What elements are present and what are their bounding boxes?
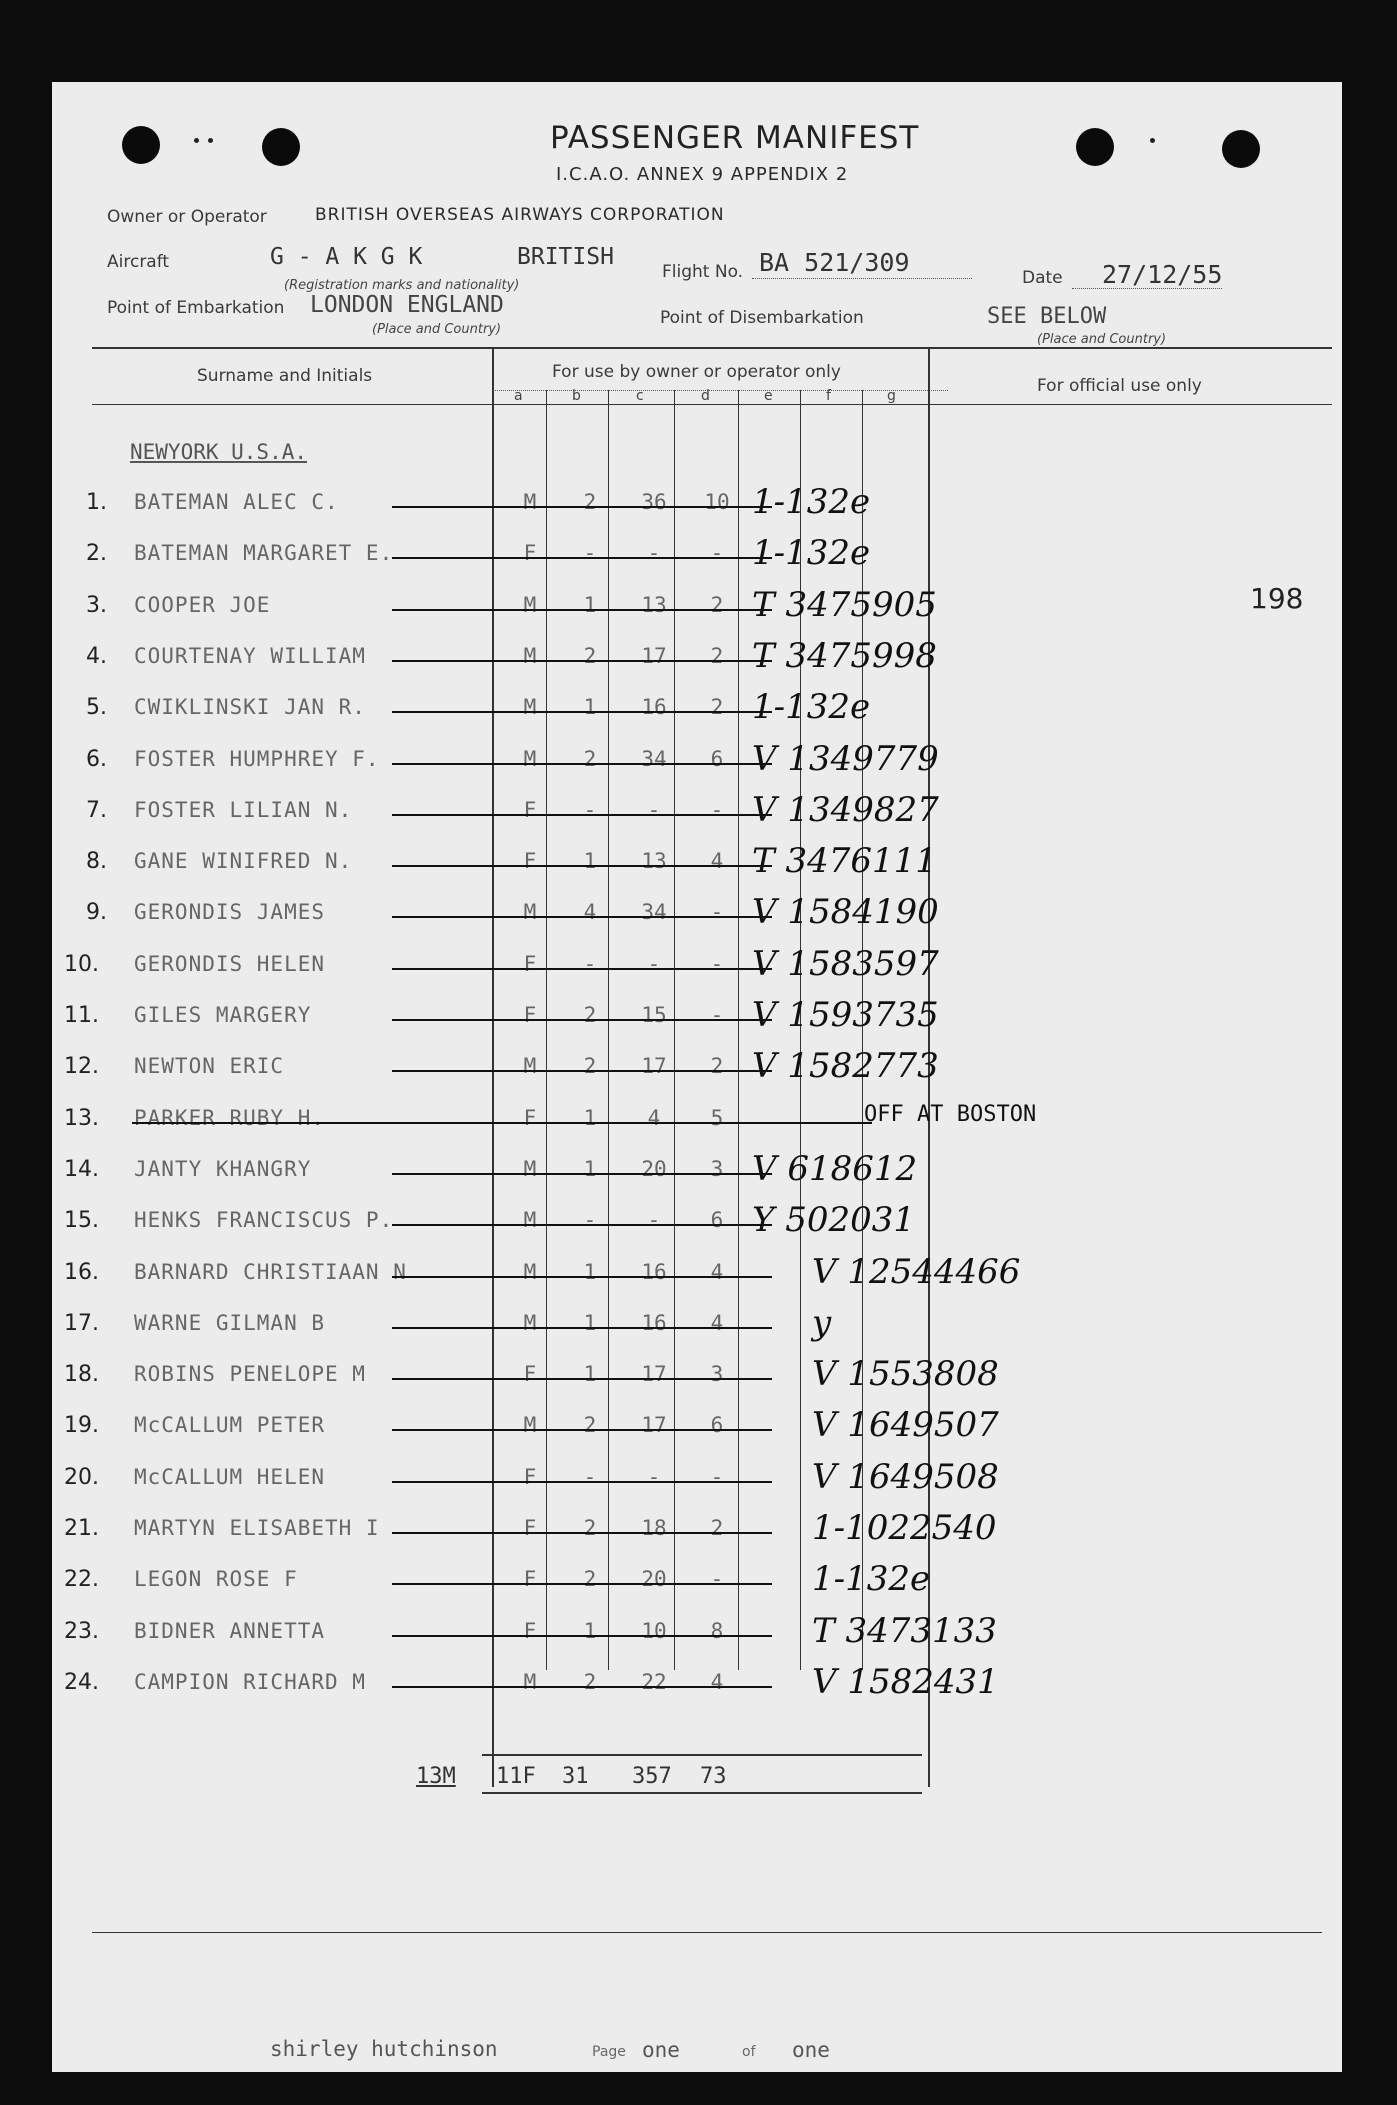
typist-name: shirley hutchinson [270, 2037, 498, 2061]
row-number: 22. [64, 1567, 99, 1592]
col-d-value: 6 [710, 1413, 724, 1437]
row-number: 9. [86, 900, 107, 925]
owner-label: Owner or Operator [107, 207, 267, 227]
totals-top-rule [482, 1754, 922, 1756]
row-number: 18. [64, 1362, 99, 1387]
col-c-value: 10 [641, 1619, 667, 1643]
embark-label: Point of Embarkation [107, 298, 285, 318]
aircraft-label: Aircraft [107, 252, 170, 272]
col-d-value: 2 [710, 1516, 724, 1540]
col-d-value: 3 [710, 1362, 724, 1386]
passenger-name: NEWTON ERIC [134, 1054, 285, 1078]
document-number: V 1349827 [752, 790, 939, 830]
disembark-value: SEE BELOW [987, 304, 1107, 329]
strike-through [392, 1019, 772, 1021]
table-row [52, 1200, 1342, 1248]
col-a-value: M [523, 490, 537, 514]
col-d-value: 2 [710, 695, 724, 719]
col-d-value: 4 [710, 1260, 724, 1284]
passenger-name: PARKER RUBY H. [134, 1106, 326, 1130]
date-value: 27/12/55 [1102, 260, 1223, 289]
document-number: 1-132e [752, 533, 871, 573]
col-d-value: 6 [710, 747, 724, 771]
col-b-value: 2 [583, 1413, 597, 1437]
sub-column-header: c [636, 388, 644, 404]
passenger-name: GERONDIS JAMES [134, 900, 326, 924]
passenger-name: GANE WINIFRED N. [134, 849, 353, 873]
col-a-value: F [523, 1465, 537, 1489]
owner-value: BRITISH OVERSEAS AIRWAYS CORPORATION [315, 205, 725, 225]
col-c-value: 16 [641, 1260, 667, 1284]
strike-through [392, 1429, 772, 1431]
registration-note: (Registration marks and nationality) [284, 278, 520, 293]
strike-through [392, 660, 772, 662]
col-header-surname: Surname and Initials [197, 366, 373, 386]
passenger-name: COURTENAY WILLIAM [134, 644, 366, 668]
col-a-value: M [523, 695, 537, 719]
col-a-value: M [523, 1311, 537, 1335]
col-d-value: - [710, 900, 724, 924]
table-row [52, 585, 1342, 633]
col-b-value: 1 [583, 1619, 597, 1643]
col-c-value: 13 [641, 593, 667, 617]
table-row [52, 944, 1342, 992]
passenger-name: McCALLUM HELEN [134, 1465, 326, 1489]
document-number: y [812, 1303, 832, 1343]
row-number: 13. [64, 1106, 99, 1131]
bottom-rule [92, 1932, 1322, 1933]
col-c-value: 20 [641, 1567, 667, 1591]
col-b-value: 1 [583, 1311, 597, 1335]
col-c-value: 13 [641, 849, 667, 873]
row-number: 2. [86, 541, 107, 566]
col-c-value: - [647, 541, 661, 565]
col-c-value: - [647, 798, 661, 822]
strike-through [392, 557, 772, 559]
strike-through [132, 1122, 872, 1124]
document-number: V 1349779 [752, 739, 939, 779]
passenger-name: FOSTER HUMPHREY F. [134, 747, 380, 771]
table-row [52, 1611, 1342, 1659]
document-number: 1-132e [812, 1559, 931, 1599]
col-b-value: - [583, 1208, 597, 1232]
strike-through [392, 916, 772, 918]
col-d-value: 10 [704, 490, 730, 514]
table-top-rule [92, 347, 1332, 349]
strike-through [392, 763, 772, 765]
document-number: V 1649507 [812, 1405, 999, 1445]
sub-column-header: a [514, 388, 523, 404]
table-row [52, 995, 1342, 1043]
col-c-value: 18 [641, 1516, 667, 1540]
col-a-value: F [523, 541, 537, 565]
passenger-name: GERONDIS HELEN [134, 952, 326, 976]
passenger-name: BATEMAN MARGARET E. [134, 541, 394, 565]
col-c-value: - [647, 1465, 661, 1489]
nationality-value: BRITISH [517, 244, 614, 270]
col-c-value: 17 [641, 1362, 667, 1386]
flight-label: Flight No. [662, 262, 744, 282]
table-row [52, 1457, 1342, 1505]
document-number: T 3473133 [812, 1611, 997, 1651]
sub-column-header: b [572, 388, 581, 404]
col-a-value: F [523, 798, 537, 822]
col-b-value: 2 [583, 1670, 597, 1694]
strike-through [392, 609, 772, 611]
table-row [52, 636, 1342, 684]
page-value: one [642, 2038, 680, 2062]
col-d-value: 2 [710, 1054, 724, 1078]
sub-column-header: g [887, 388, 896, 404]
col-d-value: - [710, 1567, 724, 1591]
col-a-value: F [523, 1567, 537, 1591]
strike-through [392, 1686, 772, 1688]
punch-hole-left-2 [262, 128, 300, 166]
document-number: V 1582773 [752, 1046, 939, 1086]
row-number: 14. [64, 1157, 99, 1182]
row-number: 5. [86, 695, 107, 720]
row-number: 24. [64, 1670, 99, 1695]
col-d-value: 5 [710, 1106, 724, 1130]
table-row [52, 1303, 1342, 1351]
aircraft-value: G - A K G K [270, 244, 423, 270]
row-number: 10. [64, 952, 99, 977]
document-number: V 1593735 [752, 995, 939, 1035]
col-c-value: 22 [641, 1670, 667, 1694]
col-b-value: 4 [583, 900, 597, 924]
col-a-value: F [523, 1516, 537, 1540]
col-d-value: 4 [710, 1311, 724, 1335]
table-row [52, 1559, 1342, 1607]
document-number: T 3475905 [752, 585, 937, 625]
totals-female: 11F [496, 1764, 536, 1789]
col-b-value: 2 [583, 490, 597, 514]
punch-hole-right-1 [1076, 128, 1114, 166]
passenger-name: FOSTER LILIAN N. [134, 798, 353, 822]
col-a-value: M [523, 644, 537, 668]
col-a-value: M [523, 1670, 537, 1694]
col-d-value: 4 [710, 849, 724, 873]
row-number: 20. [64, 1465, 99, 1490]
col-a-value: F [523, 1362, 537, 1386]
passenger-name: MARTYN ELISABETH I [134, 1516, 380, 1540]
col-b-value: 1 [583, 695, 597, 719]
disembark-label: Point of Disembarkation [660, 308, 864, 328]
col-c-value: 17 [641, 644, 667, 668]
col-b-value: 1 [583, 593, 597, 617]
document-number: Y 502031 [752, 1200, 916, 1240]
col-c-value: - [647, 1208, 661, 1232]
document-number: V 12544466 [812, 1252, 1021, 1292]
col-header-owner-use: For use by owner or operator only [552, 362, 841, 382]
col-c-value: 4 [647, 1106, 661, 1130]
document-number: T 3476111 [752, 841, 937, 881]
strike-through [392, 1070, 772, 1072]
col-a-value: F [523, 849, 537, 873]
sub-column-header: e [764, 388, 773, 404]
col-d-value: - [710, 1003, 724, 1027]
row-number: 17. [64, 1311, 99, 1336]
strike-through [392, 1378, 772, 1380]
col-b-value: 1 [583, 849, 597, 873]
passenger-name: COOPER JOE [134, 593, 271, 617]
col-b-value: 2 [583, 1003, 597, 1027]
strike-through [392, 1481, 772, 1483]
strike-through [392, 865, 772, 867]
col-a-value: M [523, 900, 537, 924]
disembark-note: (Place and Country) [1037, 332, 1167, 347]
document-number: OFF AT BOSTON [864, 1102, 1037, 1127]
table-row [52, 1405, 1342, 1453]
col-b-value: 2 [583, 1516, 597, 1540]
of-label: of [742, 2044, 756, 2060]
passenger-name: BATEMAN ALEC C. [134, 490, 339, 514]
passenger-name: ROBINS PENELOPE M [134, 1362, 366, 1386]
strike-through [392, 1276, 772, 1278]
flight-dotted-line [752, 278, 972, 279]
passenger-name: LEGON ROSE F [134, 1567, 298, 1591]
col-a-value: F [523, 1003, 537, 1027]
table-row [52, 892, 1342, 940]
row-number: 8. [86, 849, 107, 874]
table-row [52, 482, 1342, 530]
passenger-name: HENKS FRANCISCUS P. [134, 1208, 394, 1232]
ink-dot [194, 138, 199, 143]
totals-male: 13M [416, 1764, 456, 1789]
table-row [52, 1662, 1342, 1710]
document-number: V 1553808 [812, 1354, 999, 1394]
col-c-value: 16 [641, 1311, 667, 1335]
col-a-value: M [523, 593, 537, 617]
row-number: 12. [64, 1054, 99, 1079]
sub-column-header: f [826, 388, 831, 404]
totals-b: 31 [562, 1764, 589, 1789]
col-d-value: 6 [710, 1208, 724, 1232]
sub-column-header: d [701, 388, 710, 404]
page-title: PASSENGER MANIFEST [550, 120, 920, 156]
date-dotted-line [1072, 288, 1222, 289]
col-c-value: - [647, 952, 661, 976]
punch-hole-right-2 [1222, 130, 1260, 168]
passenger-name: BARNARD CHRISTIAAN N [134, 1260, 407, 1284]
subheader-rule [492, 390, 948, 391]
row-number: 23. [64, 1619, 99, 1644]
row-number: 6. [86, 747, 107, 772]
strike-through [392, 968, 772, 970]
col-c-value: 34 [641, 747, 667, 771]
date-label: Date [1022, 268, 1063, 288]
document-number: 1-132e [752, 482, 871, 522]
col-c-value: 20 [641, 1157, 667, 1181]
row-number: 4. [86, 644, 107, 669]
document-number: T 3475998 [752, 636, 937, 676]
row-number: 7. [86, 798, 107, 823]
page-subtitle: I.C.A.O. ANNEX 9 APPENDIX 2 [556, 164, 849, 185]
col-a-value: M [523, 747, 537, 771]
row-number: 21. [64, 1516, 99, 1541]
ink-dot [208, 138, 213, 143]
strike-through [392, 1532, 772, 1534]
passenger-name: CWIKLINSKI JAN R. [134, 695, 366, 719]
col-a-value: M [523, 1054, 537, 1078]
col-d-value: - [710, 798, 724, 822]
flight-value: BA 521/309 [759, 248, 910, 277]
passenger-name: JANTY KHANGRY [134, 1157, 312, 1181]
totals-c: 357 [632, 1764, 672, 1789]
table-row [52, 687, 1342, 735]
strike-through [392, 1327, 772, 1329]
col-b-value: - [583, 1465, 597, 1489]
col-a-value: M [523, 1208, 537, 1232]
strike-through [392, 1224, 772, 1226]
manifest-sheet [52, 82, 1342, 2072]
col-header-official: For official use only [1037, 376, 1202, 396]
col-b-value: 1 [583, 1260, 597, 1284]
col-b-value: 1 [583, 1157, 597, 1181]
col-b-value: 2 [583, 747, 597, 771]
header-bottom-rule [92, 404, 1332, 405]
col-a-value: F [523, 952, 537, 976]
passenger-name: McCALLUM PETER [134, 1413, 326, 1437]
col-b-value: 2 [583, 1567, 597, 1591]
punch-hole-left-1 [122, 126, 160, 164]
strike-through [392, 506, 772, 508]
row-number: 19. [64, 1413, 99, 1438]
totals-d: 73 [700, 1764, 727, 1789]
totals-bottom-rule [482, 1792, 922, 1794]
col-c-value: 17 [641, 1054, 667, 1078]
row-number: 3. [86, 593, 107, 618]
strike-through [392, 1173, 772, 1175]
strike-through [392, 1583, 772, 1585]
table-row [52, 1252, 1342, 1300]
strike-through [392, 711, 772, 713]
col-b-value: 1 [583, 1106, 597, 1130]
table-row [52, 1149, 1342, 1197]
col-b-value: 2 [583, 1054, 597, 1078]
strike-through [392, 1635, 772, 1637]
col-a-value: M [523, 1260, 537, 1284]
col-b-value: - [583, 541, 597, 565]
table-row [52, 1354, 1342, 1402]
ink-dot [1150, 138, 1155, 143]
col-c-value: 15 [641, 1003, 667, 1027]
document-number: 1-132e [752, 687, 871, 727]
passenger-name: BIDNER ANNETTA [134, 1619, 326, 1643]
passenger-name: GILES MARGERY [134, 1003, 312, 1027]
document-number: V 618612 [752, 1149, 918, 1189]
col-d-value: - [710, 541, 724, 565]
col-a-value: M [523, 1157, 537, 1181]
col-d-value: 3 [710, 1157, 724, 1181]
col-a-value: M [523, 1413, 537, 1437]
table-row [52, 841, 1342, 889]
of-value: one [792, 2038, 830, 2062]
col-c-value: 17 [641, 1413, 667, 1437]
document-number: 1-1022540 [812, 1508, 997, 1548]
col-b-value: 1 [583, 1362, 597, 1386]
passenger-name: CAMPION RICHARD M [134, 1670, 366, 1694]
table-row [52, 1508, 1342, 1556]
destination-heading: NEWYORK U.S.A. [130, 440, 308, 464]
col-a-value: F [523, 1619, 537, 1643]
col-d-value: 2 [710, 644, 724, 668]
document-number: V 1649508 [812, 1457, 999, 1497]
col-b-value: - [583, 798, 597, 822]
col-c-value: 34 [641, 900, 667, 924]
col-d-value: 8 [710, 1619, 724, 1643]
document-number: V 1584190 [752, 892, 939, 932]
col-a-value: F [523, 1106, 537, 1130]
embark-note: (Place and Country) [372, 322, 502, 337]
document-number: V 1582431 [812, 1662, 999, 1702]
row-number: 1. [86, 490, 107, 515]
official-number: 198 [1250, 582, 1304, 615]
document-number: V 1583597 [752, 944, 939, 984]
col-b-value: 2 [583, 644, 597, 668]
col-d-value: - [710, 1465, 724, 1489]
row-number: 16. [64, 1260, 99, 1285]
col-c-value: 16 [641, 695, 667, 719]
embark-value: LONDON ENGLAND [310, 292, 504, 318]
table-row [52, 533, 1342, 581]
table-row [52, 1102, 1342, 1146]
page-label: Page [592, 2044, 626, 2060]
strike-through [392, 814, 772, 816]
passenger-name: WARNE GILMAN B [134, 1311, 326, 1335]
col-b-value: - [583, 952, 597, 976]
table-row [52, 1046, 1342, 1094]
table-row [52, 790, 1342, 838]
table-row [52, 739, 1342, 787]
col-d-value: 4 [710, 1670, 724, 1694]
row-number: 15. [64, 1208, 99, 1233]
col-d-value: 2 [710, 593, 724, 617]
col-d-value: - [710, 952, 724, 976]
row-number: 11. [64, 1003, 99, 1028]
col-c-value: 36 [641, 490, 667, 514]
